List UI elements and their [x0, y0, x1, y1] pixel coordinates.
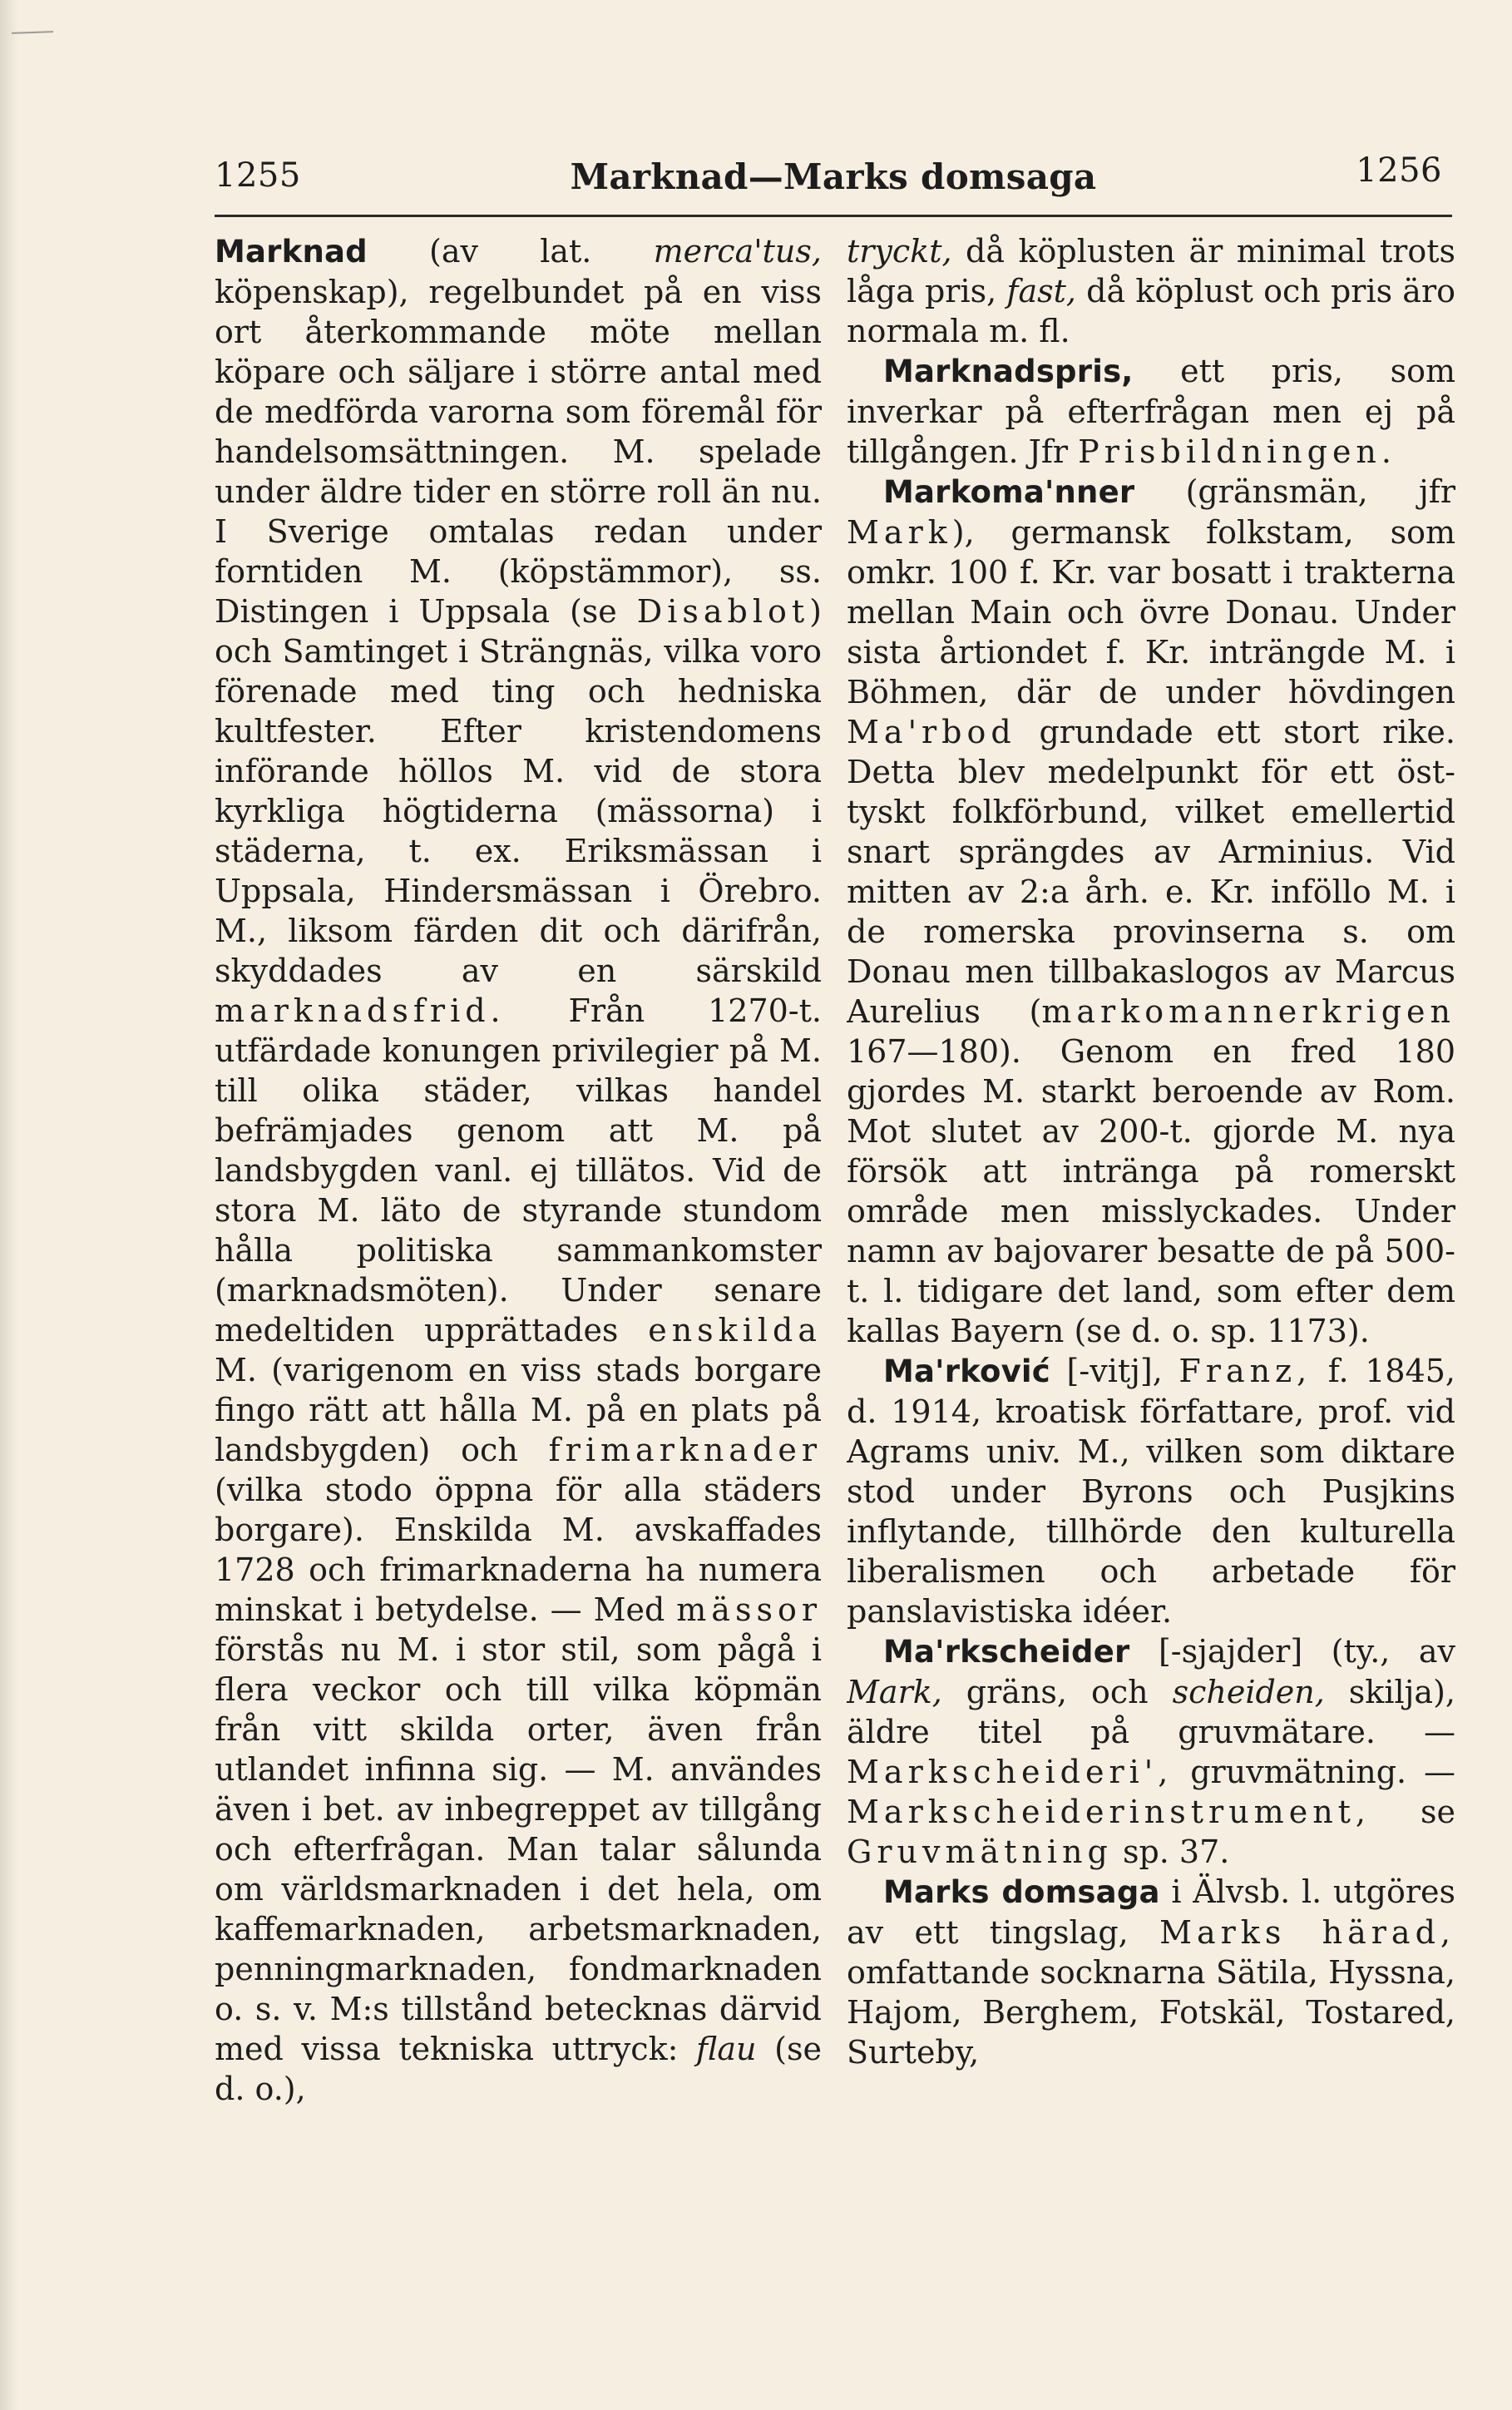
- entry-text: [-vitj],: [1050, 1353, 1179, 1389]
- cross-ref-gruvmatning: Gruvmätning: [847, 1833, 1113, 1870]
- page-number-right: 1256: [1356, 151, 1442, 190]
- entry-marks-domsaga: [847, 1872, 1455, 2072]
- entry-marknad: [215, 231, 822, 2109]
- headword-markscheider: Ma'rkscheider: [883, 1634, 1130, 1670]
- term-markscheiderinstrument: Markscheiderinstrument,: [847, 1794, 1371, 1830]
- term-massor: mässor: [676, 1591, 822, 1628]
- cross-ref-disablot: Disablot: [636, 593, 810, 630]
- entry-text: f. 1845, d. 1914, kroatisk författare, prof. vid Agrams univ. M., vilken som diktare stod under Byrons och Pusjkins inflytande, tillhörde den kulturella liberalismen och arbetade för panslavistiska idéer.: [847, 1353, 1455, 1630]
- latin-term: merca'tus,: [653, 233, 822, 270]
- page-header: [215, 151, 1452, 210]
- entry-markscheider: [847, 1631, 1455, 1872]
- entry-marknadspris: [847, 351, 1455, 472]
- entry-text: M. (varigenom en viss stads borgare fingo rätt att hålla M. på en plats på landsbygden) och: [215, 1352, 822, 1468]
- entry-text: gruvmätning. —: [1173, 1754, 1455, 1790]
- headword-marknadspris: Marknadspris,: [883, 354, 1134, 389]
- entry-text: ett pris, som inverkar på efterfrågan men ej på tillgången. Jfr: [847, 353, 1455, 470]
- entry-text: förstås nu M. i stor stil, som pågå i flera veckor och till vilka köpmän från vitt skilda orter, även från utlandet infinna sig. — M. användes även i bet. av inbegreppet av tillgång och efterfrågan. Man talar sålunda om världsmarknaden i det hela, om kaffemarknaden, arbetsmarknaden, penningmarknaden, fondmarknaden o. s. v. M:s tillstånd betecknas därvid med vissa tekniska uttryck:: [215, 1631, 822, 2067]
- term-flau: flau: [696, 2031, 757, 2067]
- entry-text: [-sjajder] (ty., av: [1129, 1633, 1455, 1670]
- entry-text: (gränsmän, jfr: [1134, 473, 1455, 510]
- entry-text: se: [1371, 1794, 1455, 1830]
- entry-text: Från 1270-t. utfärdade konungen privilegier på M. till olika städer, vilkas handel befrämjades genom att M. på landsbygden vanl. ej tillätos. Vid de stora M. läto de styrande stundom hålla politiska sammankomster (marknadsmöten). Under senare medeltiden upprättades: [215, 992, 822, 1349]
- header-rule: [215, 215, 1452, 217]
- entry-text: 167—180). Genom en fred 180 gjordes M. starkt beroende av Rom. Mot slutet av 200-t. gjorde M. nya försök att intränga på romerskt område men misslyckades. Under namn av bajovarer besatte de på 500-t. l. tidigare det land, som efter dem kallas Bayern (se d. o. sp. 1173).: [847, 1033, 1455, 1349]
- corner-mark: [12, 31, 53, 34]
- cross-ref-franz: Franz,: [1178, 1353, 1312, 1389]
- term-fast: fast,: [1006, 273, 1076, 309]
- page-edge-shadow: [0, 0, 18, 2410]
- headword-markomanner: Markoma'nner: [883, 474, 1135, 510]
- entry-text: skilja), äldre titel på gruvmätare. —: [847, 1674, 1455, 1750]
- entry-text: (vilka stodo öppna för alla städers borgare). Enskilda M. avskaffades 1728 och frimarknaderna ha numera minskat i betydelse. — Med: [215, 1472, 822, 1628]
- entry-text: ), germansk folkstam, som omkr. 100 f. Kr. var bosatt i trakterna mellan Main och övre Donau. Under sista årtiondet f. Kr. inträngde M. i Böhmen, där de under hövdingen: [847, 514, 1455, 710]
- term-frimarknader: frimarknader: [548, 1432, 822, 1468]
- entry-marknad-continued: [847, 231, 1455, 351]
- entry-markovic: [847, 1351, 1455, 1631]
- entry-text: då köplusten är minimal trots låga pris,: [847, 233, 1455, 309]
- term-scheiden: scheiden,: [1172, 1674, 1325, 1710]
- entry-text: ) och Samtinget i Strängnäs, vilka voro förenade med ting och hedniska kultfester. Efter kristendomens införande höllos M. vid de stora kyrkliga högtiderna (mässorna) i städerna, t. ex. Eriksmässan i Uppsala, Hindersmässan i Örebro. M., liksom färden dit och därifrån, skyddades av en särskild: [215, 593, 822, 989]
- entry-text: (se d. o.),: [215, 2031, 822, 2107]
- page-number-left: 1255: [215, 156, 301, 195]
- entry-text: grundade ett stort rike. Detta blev medelpunkt för ett öst-tyskt folkförbund, vilket emellertid snart sprängdes av Arminius. Vid mitten av 2:a årh. e. Kr. inföllo M. i de romerska provinserna s. om Donau men tillbakaslogos av Marcus Aurelius (: [847, 714, 1455, 1030]
- entry-text: i Älvsb. l. utgöres av ett tingslag,: [847, 1873, 1455, 1951]
- term-tryckt: tryckt,: [847, 233, 952, 270]
- cross-ref-marbod: Ma'rbod: [847, 714, 1016, 750]
- entry-text: då köplust och pris äro normala m. fl.: [847, 273, 1455, 349]
- term-marknadsfrid: marknadsfrid.: [215, 992, 506, 1029]
- entry-text: sp. 37.: [1112, 1833, 1230, 1870]
- term-markomannerkrigen: markomannerkrigen: [1041, 993, 1455, 1030]
- entry-markomanner: [847, 472, 1455, 1351]
- term-mark: Mark,: [847, 1674, 942, 1710]
- column-gutter: [828, 231, 829, 2253]
- headword-marknad: Marknad: [215, 234, 368, 270]
- running-head: Marknad—Marks domsaga: [570, 156, 1097, 197]
- cross-ref-marks-harad: Marks härad,: [1159, 1914, 1455, 1951]
- headword-marks-domsaga: Marks domsaga: [883, 1874, 1160, 1910]
- term-enskilda: enskilda: [648, 1312, 822, 1349]
- cross-ref-prisbildningen: Prisbildningen.: [1078, 433, 1396, 470]
- headword-markovic: Ma'rković: [883, 1353, 1050, 1389]
- entry-text: omfattande socknarna Sätila, Hyssna, Hajom, Berghem, Fotskäl, Tostared, Surteby,: [847, 1954, 1455, 2071]
- entry-text: (av lat.: [367, 233, 654, 270]
- entry-text: gräns, och: [941, 1674, 1173, 1710]
- term-markscheideri: Markscheideri',: [847, 1754, 1174, 1790]
- cross-ref-mark: Mark: [847, 514, 952, 551]
- left-column: [215, 231, 822, 2253]
- entry-text: köpenskap), regelbundet på en viss ort återkommande möte mellan köpare och säljare i större antal med de medförda varorna som föremål för handelsomsättningen. M. spelade under äldre tider en större roll än nu. I Sverige omtalas redan under forntiden M. (köpstämmor), ss. Distingen i Uppsala (se: [215, 274, 822, 630]
- right-column: [847, 231, 1455, 2253]
